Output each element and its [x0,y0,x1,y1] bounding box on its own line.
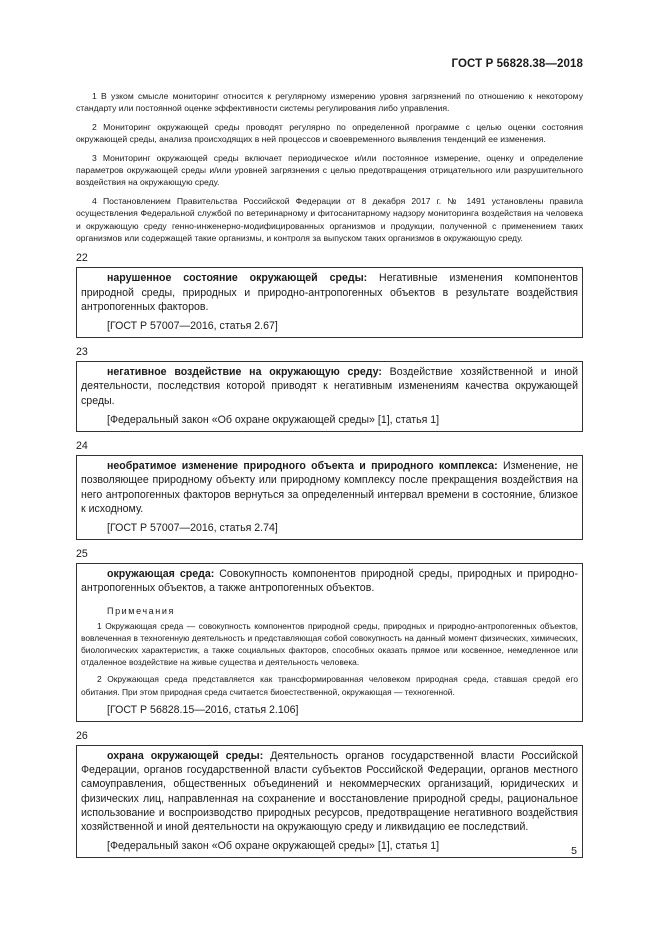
term-text-22: Негативные изменения компонентов природной среды, природных и природно-антропогенных объектов в результате воздействия антропогенных факторов. [81,272,579,313]
monitoring-note-3: 3 Мониторинг окружающей среды включает периодическое и/или постоянное измерение, оценку и определение параметров окружающей среды и/или уровней загрязнения с целью предотвращения отрицательного или разрушительного воздействия на окружающую среду. [76,152,583,188]
term-number-25: 25 [76,548,88,561]
term-source-24: [ГОСТ Р 57007—2016, статья 2.74] [107,521,278,534]
term-note-25-1: 1 Окружающая среда — совокупность компонентов природной среды, природных и природно-антропогенных объектов, вовлеченная в техногенную деятельность и представляющая собой совокупность на данный момент физических, химических, биологических характеристик, а также социальных факторов, способных оказать прямое или косвенное, немедленное или отдаленное воздействие на живые существа и деятельность человека. [81,620,578,668]
term-text-26: Деятельность органов государственной власти Российской Федерации, органов государственной власти субъектов Российской Федерации, органов местного самоуправления, общественных объединений и некоммерческих организаций, юридических и физических лиц, направленная на сохранение и восстановление природной среды, рациональное использование и воспроизводство природных ресурсов, предотвращение негативного воздействия хозяйственной и иной деятельности на окружающую среду и ликвидацию ее последствий. [81,749,578,833]
term-text-24: Изменение, не позволяющее природному объекту или природному комплексу после прекращения воздействия на него антропогенных факторов вернуться за определенный интервал времени в состояние, близкое к исходному. [81,460,578,515]
term-number-24: 24 [76,440,88,453]
term-notes-title-25: Примечания [107,605,175,616]
term-title-26: охрана окружающей среды: [107,749,264,762]
document-id-header: ГОСТ Р 56828.38—2018 [451,58,583,70]
term-definition-24 [81,459,578,516]
term-note-25-2: 2 Окружающая среда представляется как трансформированная человеком природная среда, ставшая средой его обитания. При этом природная среда считается биоестественной, окружающая — техногенной. [81,674,578,697]
term-box-22 [76,267,583,338]
term-source-22: [ГОСТ Р 57007—2016, статья 2.67] [107,320,278,333]
term-text-23: Воздействие хозяйственной и иной деятельности, последствия которой приводят к негативным изменениям качества окружающей среды. [81,366,578,407]
monitoring-note-2: 2 Мониторинг окружающей среды проводят регулярно по определенной программе с целью оценки состояния окружающей среды, анализа происходящих в ней процессов и своевременного выявления тенденций ее изменения. [76,121,583,145]
term-number-23: 23 [76,346,88,359]
term-box-25 [76,563,583,722]
term-source-26: [Федеральный закон «Об охране окружающей среды» [1], статья 1] [107,840,440,853]
monitoring-note-4: 4 Постановлением Правительства Российской Федерации от 8 декабря 2017 г. № 1491 установлены правила осуществления Федеральной службой по ветеринарному и фитосанитарному надзору мониторинга воздействия на человека и окружающую среду генно-инженерно-модифицированных организмов и продукции, полученной с применением таких организмов или содержащей такие организмы, и контроля за выпуском таких организмов в окружающую среду. [76,195,583,244]
term-box-23 [76,361,583,432]
term-title-24: необратимое изменение природного объекта и природного комплекса: [107,460,498,473]
term-number-22: 22 [76,252,88,265]
page-content [76,90,583,858]
term-title-22: нарушенное состояние окружающей среды: [107,272,368,285]
term-number-26: 26 [76,729,88,742]
monitoring-note-1: 1 В узком смысле мониторинг относится к регулярному измерению уровня загрязнений по отношению к некоторому стандарту или постоянной оценке эффективности системы регулирования либо управления. [76,91,583,114]
term-definition-26 [81,749,578,834]
term-definition-25 [81,567,578,595]
term-definition-23 [81,365,578,408]
term-source-23: [Федеральный закон «Об охране окружающей среды» [1], статья 1] [107,413,440,426]
term-definition-22 [81,271,578,314]
term-box-24 [76,455,583,540]
term-source-25: [ГОСТ Р 56828.15—2016, статья 2.106] [107,703,299,716]
term-text-25: Совокупность компонентов природной среды, природных и природно-антропогенных объектов, а также антропогенных объектов. [81,568,578,595]
term-box-26 [76,745,583,858]
term-title-23: негативное воздействие на окружающую среду: [107,366,382,379]
term-title-25: окружающая среда: [107,568,215,581]
page-number: 5 [571,845,577,857]
